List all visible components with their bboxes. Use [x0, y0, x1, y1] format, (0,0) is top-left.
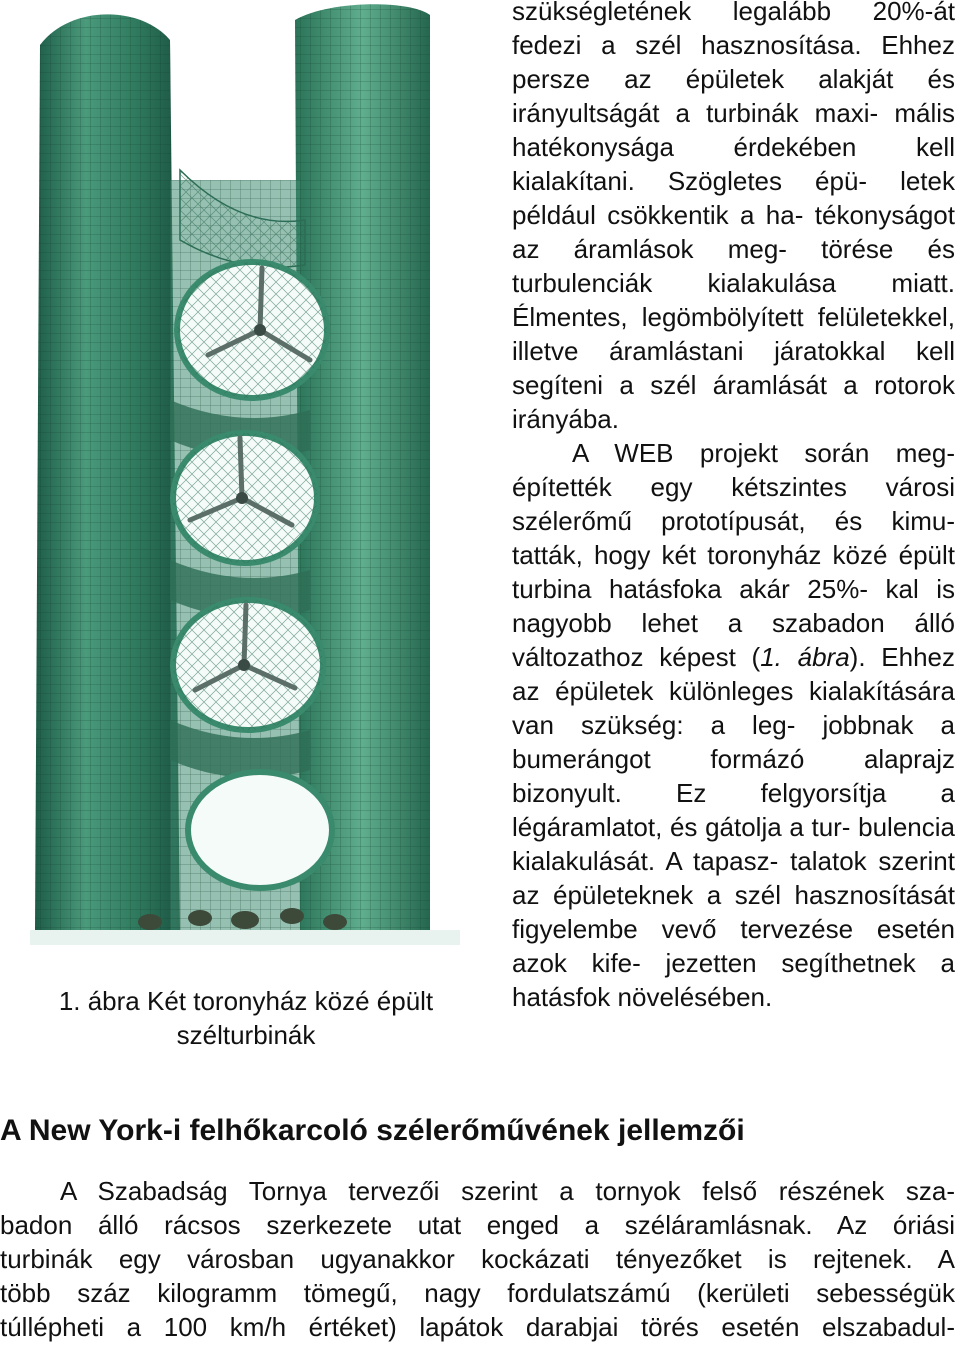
section-heading: A New York-i felhőkarcoló szélerőművének jellemzői	[0, 1114, 745, 1147]
p1-line: Ehhez persze az épületek alakját	[512, 30, 955, 94]
caption-line-2: szélturbinák	[176, 1020, 316, 1050]
paragraph-2	[512, 436, 955, 1014]
p2-line: talatok szerint az épületeknek a	[512, 846, 955, 910]
caption-line-1: 1. ábra Két toronyház közé épült	[58, 986, 434, 1016]
body-line: több száz kilogramm tömegű, nagy fordulatszámú (kerületi sebességük	[0, 1278, 955, 1308]
p1-line: felületekkel, illetve áramlástani	[512, 302, 955, 366]
p1-line: és irányultságát a turbinák maxi-	[512, 64, 956, 128]
p1-line: járatokkal kell segíteni a szél	[512, 336, 955, 400]
section-body-paragraph	[0, 1174, 955, 1344]
p1-line: kell kialakítani. Szögletes épü-	[512, 132, 955, 196]
p2-line: szélerőmű prototípusát, és kimu-	[512, 506, 955, 536]
figure-reference-close: ).	[849, 642, 866, 672]
body-line: A Szabadság Tornya tervezői szerint a tornyok felső részének sza-	[60, 1176, 955, 1206]
body-line: badon álló rácsos szerkezete utat enged a széláramlásnak. Az óriási	[0, 1210, 955, 1240]
p2-line: jobbnak a bumerángot formázó	[512, 710, 955, 774]
p2-line: alaprajz bizonyult. Ez felgyorsítja	[512, 744, 955, 808]
p1-line: szükségletének legalább 20%-át	[512, 0, 955, 26]
figure-reference: 1. ábra	[760, 642, 850, 672]
p1-line: áramlását a rotorok irányába.	[512, 370, 955, 434]
p2-line: növelésében.	[617, 982, 773, 1012]
p1-line: miatt. Élmentes, legömbölyített	[512, 268, 955, 332]
p2-line: épült turbina hatásfoka akár 25%-	[512, 540, 955, 604]
twin-towers-turbines-image	[30, 0, 460, 945]
p2-line: vevő tervezése esetén azok kife-	[512, 914, 955, 978]
p2-line: álló változathoz képest (	[512, 608, 955, 672]
p2-line: jezetten segíthetnek a hatásfok	[512, 948, 955, 1012]
body-line: túllépheti a 100 km/h értéket) lapátok darabjai törés esetén elszabadul-	[0, 1312, 955, 1342]
p2-line: építették egy kétszintes városi	[512, 472, 955, 502]
body-line: turbinák egy városban ugyanakkor kockázati tényezőket is rejtenek. A	[0, 1244, 955, 1274]
p2-line: tatták, hogy két toronyház közé	[512, 540, 888, 570]
p2-line: kialakítására van szükség: a leg-	[512, 676, 955, 740]
p2-line: bulencia kialakulását. A tapasz-	[512, 812, 955, 876]
figure-caption	[24, 984, 468, 1052]
paragraph-1	[512, 0, 955, 436]
p1-line: törése és turbulenciák kialakulása	[512, 234, 956, 298]
figure-illustration	[30, 0, 460, 945]
p2-line: szél hasznosítását figyelembe	[512, 880, 955, 944]
p2-line: a légáramlatot, és gátolja a tur-	[512, 778, 955, 842]
p1-line: tékonyságot az áramlások meg-	[512, 200, 955, 264]
p1-line: letek például csökkentik a ha-	[512, 166, 955, 230]
p1-line: fedezi a szél hasznosítása.	[512, 30, 862, 60]
right-column-text	[512, 0, 955, 1014]
p2-line: Ehhez az épületek különleges	[512, 642, 955, 706]
p2-line: A WEB projekt során meg-	[572, 438, 955, 468]
p2-line: kal is nagyobb lehet a szabadon	[512, 574, 955, 638]
p1-line: mális hatékonysága érdekében	[512, 98, 955, 162]
